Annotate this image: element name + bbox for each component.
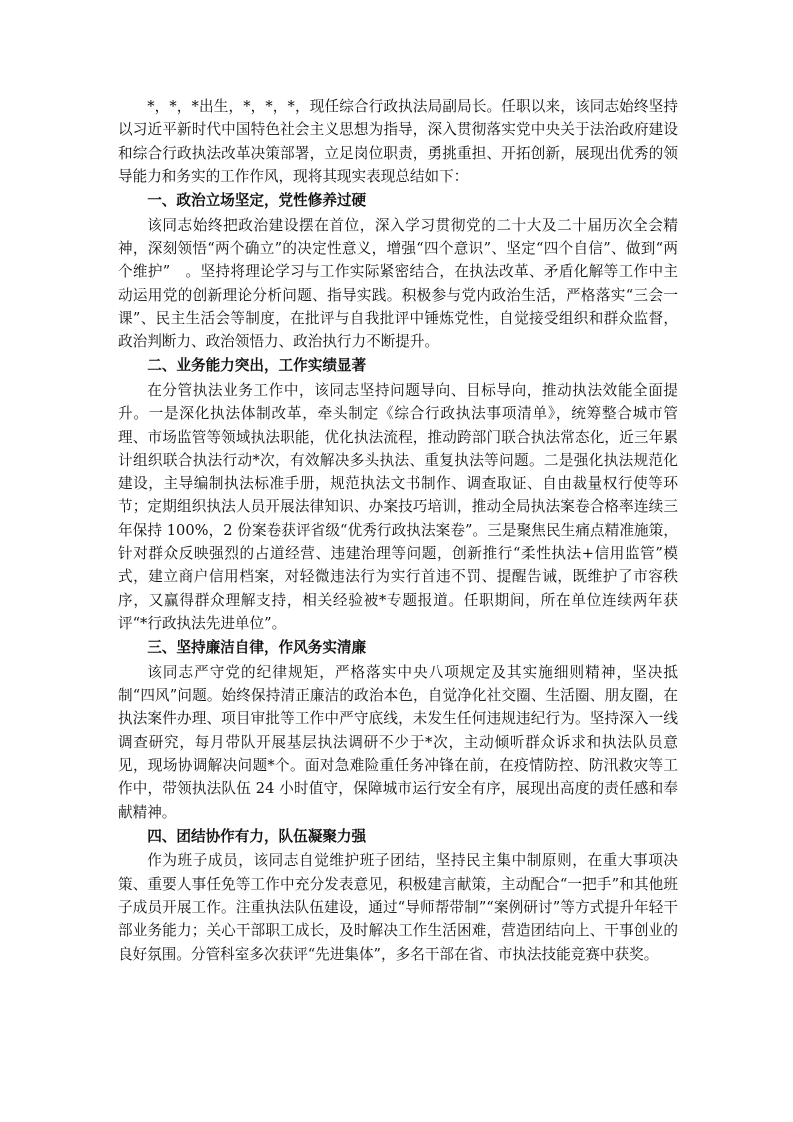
section-4-paragraph: 作为班子成员，该同志自觉维护班子团结，坚持民主集中制原则，在重大事项决策、重要人事任免等工作中充分发表意见，积极建言献策，主动配合“一把手”和其他班子成员开展工作。注重执法队伍建设，通过“导师帮带制”“案例研讨”等方式提升年轻干部业务能力；关心干部职工成长，及时解决工作生活困难，营造团结向上、干事创业的良好氛围。分管科室多次获评“先进集体”，多名干部在省、市执法技能竞赛中获奖。 — [118, 852, 678, 963]
section-3-paragraph: 该同志严守党的纪律规矩，严格落实中央八项规定及其实施细则精神，坚决抵制“四风”问题。始终保持清正廉洁的政治本色，自觉净化社交圈、生活圈、朋友圈，在执法案件办理、项目审批等工作中严守底线，未发生任何违规违纪行为。坚持深入一线调查研究，每月带队开展基层执法调研不少于*次，主动倾听群众诉求和执法队员意见，现场协调解决问题*个。面对急难险重任务冲锋在前，在疫情防控、防汛救灾等工作中，带领执法队伍 24 小时值守，保障城市运行安全有序，展现出高度的责任感和奉献精神。 — [118, 663, 678, 821]
section-1-heading: 一、政治立场坚定，党性修养过硬 — [147, 192, 367, 210]
section-1-paragraph: 该同志始终把政治建设摆在首位，深入学习贯彻党的二十大及二十届历次全会精神，深刻领悟“两个确立”的决定性意义，增强“四个意识”、坚定“四个自信”、做到“两个维护” 。坚持将理论学习与工作实际紧密结合，在执法改革、矛盾化解等工作中主动运用党的创新理论分析问题、指导实践。积极参与党内政治生活，严格落实“三会一课”、民主生活会等制度，在批评与自我批评中锤炼党性，自觉接受组织和群众监督，政治判断力、政治领悟力、政治执行力不断提升。 — [118, 216, 678, 351]
section-4-heading: 四、团结协作有力，队伍凝聚力强 — [147, 827, 367, 845]
section-2-paragraph: 在分管执法业务工作中，该同志坚持问题导向、目标导向，推动执法效能全面提升。一是深化执法体制改革，牵头制定《综合行政执法事项清单》，统筹整合城市管理、市场监管等领域执法职能，优化执法流程，推动跨部门联合执法常态化，近三年累计组织联合执法行动*次，有效解决多头执法、重复执法等问题。二是强化执法规范化建设，主导编制执法标准手册，规范执法文书制作、调查取证、自由裁量权行使等环节；定期组织执法人员开展法律知识、办案技巧培训，推动全局执法案卷合格率连续三年保持 100%，2 份案卷获评省级“优秀行政执法案卷”。三是聚焦民生痛点精准施策，针对群众反映强烈的占道经营、违建治理等问题，创新推行“柔性执法+信用监管”模式，建立商户信用档案，对轻微违法行为实行首违不罚、提醒告诫，既维护了市容秩序，又赢得群众理解支持，相关经验被*专题报道。任职期间，所在单位连续两年获评“*行政执法先进单位”。 — [118, 381, 678, 632]
section-3-heading: 三、坚持廉洁自律，作风务实清廉 — [147, 639, 367, 657]
section-2-heading: 二、业务能力突出，工作实绩显著 — [147, 357, 367, 375]
document-body — [118, 95, 678, 966]
intro-paragraph: *，*，*出生，*，*，*，现任综合行政执法局副局长。任职以来，该同志始终坚持以习近平新时代中国特色社会主义思想为指导，深入贯彻落实党中央关于法治政府建设和综合行政执法改革决策部署，立足岗位职责，勇挑重担、开拓创新，展现出优秀的领导能力和务实的工作作风，现将其现实表现总结如下： — [118, 98, 678, 185]
